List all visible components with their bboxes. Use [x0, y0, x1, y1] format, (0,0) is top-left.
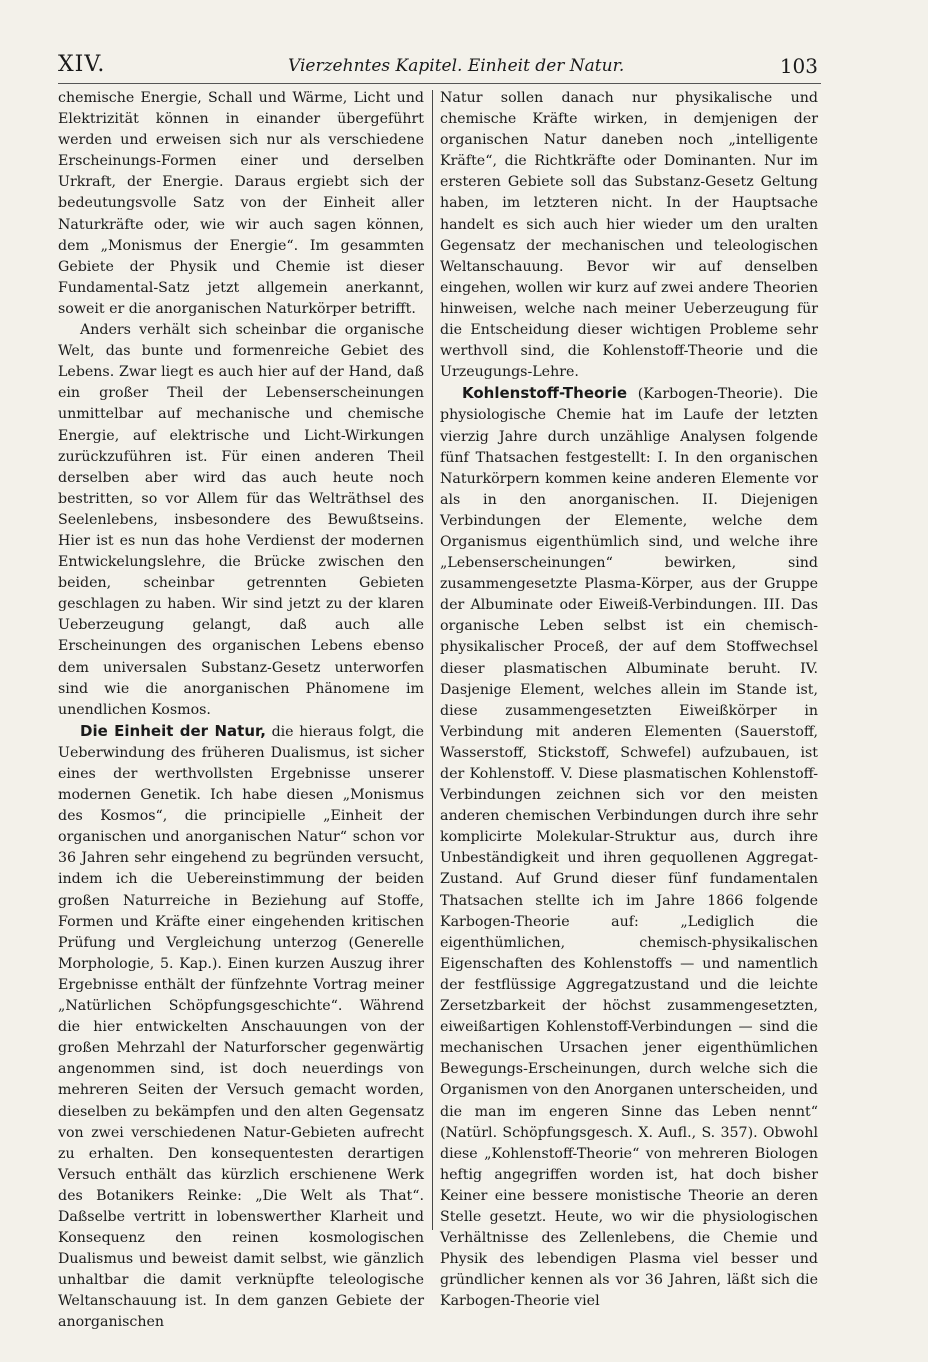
paragraph-text: die hieraus folgt, die Ueberwindung des früheren Dualismus, ist sicher eines der werthvollsten Ergebnisse unserer modernen Genetik. Ich habe diesen „Monismus des Kosmos“, die principielle „Einheit der organischen und anorganischen Natur“ schon vor 36 Jahren sehr eingehend zu begründen versucht, indem ich die Uebereinstimmung der beiden großen Naturreiche in Beziehung auf Stoffe, Formen und Kräfte einer eingehenden kritischen Prüfung und Vergleichung unterzog (Generelle Morphologie, 5. Kap.). Einen kurzen Auszug ihrer Ergebnisse enthält der fünfzehnte Vortrag meiner „Natürlichen Schöpfungsgeschichte“. Während die hier entwickelten Anschauungen von der großen Mehrzahl der Naturforscher gegenwärtig angenommen sind, ist doch neuerdings von mehreren Seiten der Versuch gemacht worden, dieselben zu bekämpfen und den alten Gegensatz von zwei verschiedenen Natur-Gebieten aufrecht zu erhalten. Den konsequentesten derartigen Versuch enthält das kürzlich erschienene Werk des Botanikers Reinke: „Die Welt als That“. Daßselbe vertritt in lobenswerther Klarheit und Konsequenz den reinen kosmologischen Dualismus und beweist damit selbst, wie gänzlich unhaltbar die damit verknüpfte teleologische Weltanschauung ist. In dem ganzen Gebiete der anorganischen — [58, 723, 424, 1331]
paragraph: Anders verhält sich scheinbar die organische Welt, das bunte und formenreiche Gebiet des Lebens. Zwar liegt es auch hier auf der Hand, daß ein großer Theil der Lebenserscheinungen unmittelbar auf mechanische und chemische Energie, auf elektrische und Licht-Wirkungen zurückzuführen ist. Für einen anderen Theil derselben aber wird das auch heute noch bestritten, so vor Allem für das Welträthsel des Seelenlebens, insbesondere des Bewußtseins. Hier ist es nun das hohe Verdienst der modernen Entwickelungslehre, die Brücke zwischen den beiden, scheinbar getrennten Gebieten geschlagen zu haben. Wir sind jetzt zu der klaren Ueberzeugung gelangt, daß auch alle Erscheinungen des organischen Lebens ebenso dem universalen Substanz-Gesetz unterworfen sind wie die anorganischen Phänomene im unendlichen Kosmos. — [58, 322, 424, 718]
paragraph: Natur sollen danach nur physikalische und chemische Kräfte wirken, in demjenigen der organischen Natur daneben noch „intelligente Kräfte“, die Richtkräfte oder Dominanten. Nur im ersteren Gebiete soll das Substanz-Gesetz Geltung haben, im letzteren nicht. In der Hauptsache handelt es sich auch hier wieder um den uralten Gegensatz der mechanischen und teleologischen Weltanschauung. Bevor wir auf denselben eingehen, wollen wir kurz auf zwei andere Theorien hinweisen, welche nach meiner Ueberzeugung für die Entscheidung dieser wichtigen Probleme sehr werthvoll sind, die Kohlenstoff-Theorie und die Urzeugungs-Lehre. — [440, 90, 818, 381]
section-heading: Kohlenstoff-Theorie — [462, 384, 628, 403]
paragraph: chemische Energie, Schall und Wärme, Licht und Elektrizität können in einander übergeführt werden und erweisen sich nur als verschiedene Erscheinungs-Formen einer und derselben Urkraft, der Energie. Daraus ergiebt sich der bedeutungsvolle Satz von der Einheit aller Naturkräfte oder, wie wir auch sagen können, dem „Monismus der Energie“. Im gesammten Gebiete der Physik und Chemie ist dieser Fundamental-Satz jetzt allgemein anerkannt, soweit er die anorganischen Naturkörper betrifft. — [58, 90, 424, 317]
right-column — [440, 88, 818, 1312]
page-number: 103 — [779, 54, 818, 78]
left-column — [58, 88, 424, 1334]
running-title: Vierzehntes Kapitel. Einheit der Natur. — [288, 56, 625, 76]
paragraph — [58, 721, 424, 1334]
paragraph — [440, 383, 818, 1312]
chapter-roman-numeral: XIV. — [58, 52, 106, 77]
paragraph-text: (Karbogen-Theorie). Die physiologische Chemie hat im Laufe der letzten vierzig Jahre durch unzählige Analysen folgende fünf Thatsachen festgestellt: I. In den organischen Naturkörpern kommen keine anderen Elemente vor als in den anorganischen. II. Diejenigen Verbindungen der Elemente, welche dem Organismus eigenthümlich sind, und welche ihre „Lebenserscheinungen“ bewirken, sind zusammengesetzte Plasma-Körper, aus der Gruppe der Albuminate oder Eiweiß-Verbindungen. III. Das organische Leben selbst ist ein chemisch-physikalischer Proceß, der auf dem Stoffwechsel dieser plasmatischen Albuminate beruht. IV. Dasjenige Element, welches allein im Stande ist, diese zusammengesetzten Eiweißkörper in Verbindung mit anderen Elementen (Sauerstoff, Wasserstoff, Stickstoff, Schwefel) aufzubauen, ist der Kohlenstoff. V. Diese plasmatischen Kohlenstoff-Verbindungen zeichnen sich vor den meisten anderen chemischen Verbindungen durch ihre sehr komplicirte Molekular-Struktur aus, durch ihre Unbeständigkeit und ihren gequollenen Aggregat-Zustand. Auf Grund dieser fünf fundamentalen Thatsachen stellte ich im Jahre 1866 folgende Karbogen-Theorie auf: „Lediglich die eigenthümlichen, chemisch-physikalischen Eigenschaften des Kohlenstoffs — und namentlich der festflüssige Aggregatzustand und die leichte Zersetzbarkeit der höchst zusammengesetzten, eiweißartigen Kohlenstoff-Verbindungen — sind die mechanischen Ursachen jener eigenthümlichen Bewegungs-Erscheinungen, durch welche sich die Organismen von den Anorganen unterscheiden, und die man im engeren Sinne das Leben nennt“ (Natürl. Schöpfungsgesch. X. Aufl., S. 357). Obwohl diese „Kohlenstoff-Theorie“ von mehreren Biologen heftig angegriffen worden ist, hat doch bisher Keiner eine bessere monistische Theorie an deren Stelle gesetzt. Heute, wo wir die physiologischen Verhältnisse des Zellenlebens, die Chemie und Physik des lebendigen Plasma viel besser und gründlicher kennen als vor 36 Jahren, läßt sich die Karbogen-Theorie viel — [440, 386, 818, 1310]
section-heading: Die Einheit der Natur, — [80, 721, 266, 740]
column-divider — [432, 90, 433, 1230]
header-rule — [58, 83, 821, 84]
running-header — [58, 52, 818, 80]
